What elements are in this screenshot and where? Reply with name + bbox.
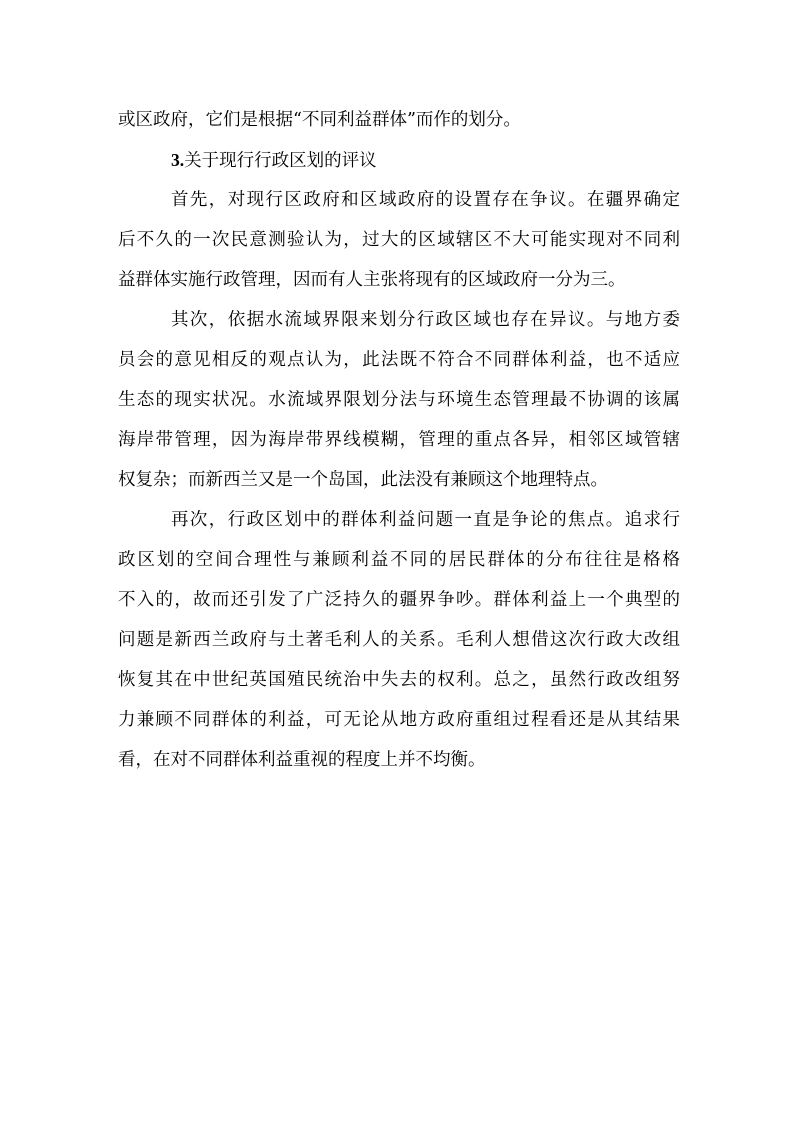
paragraph-line: 问题是新西兰政府与土著毛利人的关系。毛利人想借这次行政大改组 [118, 630, 680, 650]
paragraph-line: 海岸带管理，因为海岸带界线模糊，管理的重点各异，相邻区域管辖 [118, 430, 680, 450]
section-title: 关于现行行政区划的评议 [184, 151, 377, 171]
paragraph-line: 政区划的空间合理性与兼顾利益不同的居民群体的分布往往是格格 [118, 550, 680, 570]
paragraph-line: 不入的，故而还引发了广泛持久的疆界争吵。群体利益上一个典型的 [118, 590, 680, 610]
paragraph-line: 看，在对不同群体利益重视的程度上并不均衡。 [118, 750, 486, 770]
paragraph-line: 恢复其在中世纪英国殖民统治中失去的权利。总之，虽然行政改组努 [118, 670, 680, 690]
paragraph-line: 员会的意见相反的观点认为，此法既不符合不同群体利益，也不适应 [118, 350, 680, 370]
paragraph-line: 再次，行政区划中的群体利益问题一直是争论的焦点。追求行 [171, 510, 680, 530]
paragraph-line: 首先，对现行区政府和区域政府的设置存在争议。在疆界确定 [171, 190, 680, 210]
section-number: 3. [171, 150, 185, 170]
paragraph-line: 权复杂；而新西兰又是一个岛国，此法没有兼顾这个地理特点。 [118, 470, 608, 490]
paragraph-1 [118, 180, 680, 300]
intro-line: 或区政府，它们是根据“不同利益群体”而作的划分。 [118, 110, 521, 130]
paragraph-3 [118, 500, 680, 780]
document-body [118, 100, 680, 780]
section-heading [118, 140, 680, 180]
paragraph-line: 其次，依据水流域界限来划分行政区域也存在异议。与地方委 [171, 310, 680, 330]
paragraph-line: 生态的现实状况。水流域界限划分法与环境生态管理最不协调的该属 [118, 390, 680, 410]
paragraph-line: 力兼顾不同群体的利益，可无论从地方政府重组过程看还是从其结果 [118, 710, 680, 730]
paragraph-line: 后不久的一次民意测验认为，过大的区域辖区不大可能实现对不同利 [118, 230, 680, 250]
paragraph-line: 益群体实施行政管理，因而有人主张将现有的区域政府一分为三。 [118, 270, 626, 290]
paragraph-2 [118, 300, 680, 500]
